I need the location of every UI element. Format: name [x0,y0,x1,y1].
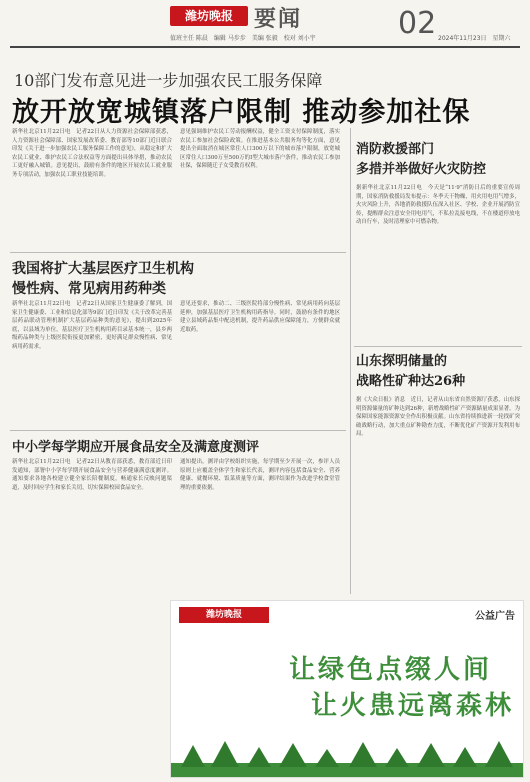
fire-headline-line1: 消防救援部门 [356,142,435,157]
newspaper-logo: 潍坊晚报 [170,6,248,26]
food-safety-headline: 中小学每学期应开展食品安全及满意度测评 [12,440,260,455]
ad-slogan-line1: 让绿色点缀人间 [289,655,493,685]
reserves-body: 据《大众日报》消息 近日，记者从山东省自然资源厅获悉，山东探明资源储量的矿种达到26种，新增战略性矿产资源储量成果显著，为保障国家能源资源安全作出积极贡献。山东省持续推进新一轮找矿突破战略行动，加大重点矿种勘查力度，不断优化矿产资源开发利用布局。 [356,397,520,438]
ad-newspaper-logo: 潍坊晚报 [179,607,269,623]
fire-headline-line2: 多措并举做好火灾防控 [356,162,487,177]
section-name: 要闻 [254,7,303,32]
health-headline-line1: 我国将扩大基层医疗卫生机构 [12,261,194,277]
divider [10,430,346,431]
masthead-credits: 值班主任 陈晨 编辑 马步步 美编 张毅 校对 刘小宇 [170,35,316,42]
health-headline-line2: 慢性病、常见病用药种类 [12,281,166,297]
reserves-headline-line2: 战略性矿种达26种 [356,374,466,389]
lead-body-col2: 意见强调维护农民工劳动报酬权益，健全工资支付保障制度，落实农民工参加社会保险政策。在推进基本公共服务均等化方面，意见提出全面取消在城区常住人口300万以下的城市落户限制，放宽城区常住人口300万至500万的Ⅰ型大城市落户条件，推动农民工参加社保，保障随迁子女受教育权利。 [180,129,340,170]
issue-date: 2024年11月23日 星期六 [438,35,511,42]
divider [10,252,346,253]
food-safety-body-col1: 新华社北京11月22日电 记者22日从教育部获悉，教育部近日印发通知，部署中小学每学期开展食品安全与营养健康满意度测评。通知要求各地各校建立健全家长陪餐制度，畅通家长反映问题渠道，及时回应学生和家长关切，切实保障校园食品安全。 [12,459,172,491]
lead-headline: 放开放宽城镇落户限制 推动参加社保 [12,97,471,128]
public-service-ad [170,600,524,778]
ad-slogan-line2: 让火患远离森林 [311,691,515,721]
lead-body-col1: 新华社北京11月22日电 记者22日从人力资源社会保障部获悉，人力资源社会保障部、国家发展改革委、教育部等10部门近日联合印发《关于进一步加强农民工服务保障工作的意见》，从稳定和扩大农民工就业、维护农民工合法权益等方面提出具体举措，推动农民工更好融入城镇。意见提出，鼓励有条件的地区开展农民工就业服务专项活动，加强农民工职业技能培训。 [12,129,172,178]
health-body-col2: 意见还要求，推动二、三级医院将部分慢性病、常见病用药向基层延伸，加强基层医疗卫生机构用药指导。同时，鼓励有条件的地区建立县域药品集中配送机制，提升药品供应保障能力，方便群众就近取药。 [180,301,340,333]
divider [354,346,522,347]
fire-body: 据新华社北京11月22日电 今天是“11·9”消防日后的重要宣传周期，国家消防救援局发布提示：冬季天干物燥，用火用电用气增多，火灾风险上升，各地消防救援队伍深入社区、学校、企业开展消防宣传，提醒群众注意安全用电用气，不私拉乱接电线，不在楼道停放电动自行车，及时清理家中可燃杂物。 [356,185,520,226]
ad-tag: 公益广告 [475,611,515,622]
health-body-col1: 新华社北京11月22日电 记者22日从国家卫生健康委了解到，国家卫生健康委、工业和信息化部等9部门近日印发《关于改革完善基层药品联动管理机制扩大基层药品种类的意见》，提出到2025年底，以县域为单位，基层医疗卫生机构用药目录基本统一，县乡两级药品种类与上级医院衔接更加紧密，更好满足群众慢性病、常见病用药需求。 [12,301,172,350]
page-header [0,0,530,54]
page-number: 02 [398,6,437,41]
food-safety-body-col2: 通知提出，测评由学校组织实施，每学期至少开展一次，参评人员原则上应覆盖全体学生和家长代表，测评内容包括食品安全、营养健康、就餐环境、饭菜质量等方面，测评结果作为改进学校食堂管理的重要依据。 [180,459,340,491]
forest-illustration [171,737,523,777]
lead-kicker: 10部门发布意见进一步加强农民工服务保障 [14,71,323,90]
column-divider [350,128,351,594]
header-rule [10,46,520,48]
reserves-headline-line1: 山东探明储量的 [356,354,448,369]
